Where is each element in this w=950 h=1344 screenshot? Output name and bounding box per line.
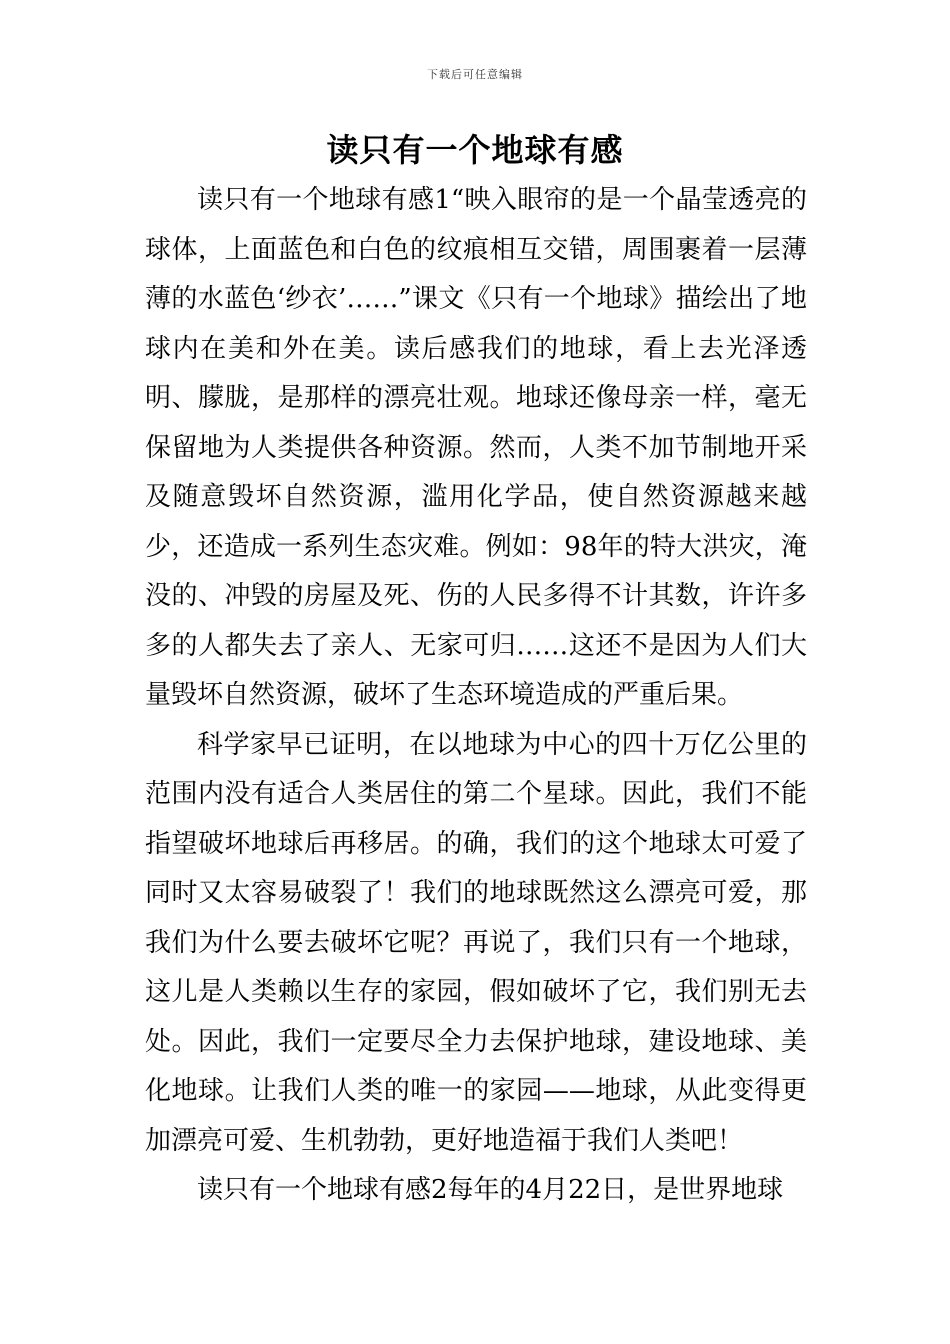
document-body [145, 176, 807, 1216]
header-note: 下载后可任意编辑 [427, 68, 523, 81]
paragraph: 科学家早已证明，在以地球为中心的四十万亿公里的范围内没有适合人类居住的第二个星球。因此，我们不能指望破坏地球后再移居。的确，我们的这个地球太可爱了同时又太容易破裂了！我们的地球既然这么漂亮可爱，那我们为什么要去破坏它呢？再说了，我们只有一个地球，这儿是人类赖以生存的家园，假如破坏了它，我们别无去处。因此，我们一定要尽全力去保护地球，建设地球、美化地球。让我们人类的唯一的家园——地球，从此变得更加漂亮可爱、生机勃勃，更好地造福于我们人类吧！ [145, 729, 807, 1156]
paragraph: 读只有一个地球有感2每年的4月22日，是世界地球 [197, 1175, 784, 1205]
document-title: 读只有一个地球有感 [326, 131, 624, 169]
paragraph: 读只有一个地球有感1“映入眼帘的是一个晶莹透亮的球体，上面蓝色和白色的纹痕相互交错，周围裹着一层薄薄的水蓝色‘纱衣’……”课文《只有一个地球》描绘出了地球内在美和外在美。读后感我们的地球，看上去光泽透明、朦胧，是那样的漂亮壮观。地球还像母亲一样，毫无保留地为人类提供各种资源。然而，人类不加节制地开采及随意毁坏自然资源，滥用化学品，使自然资源越来越少，还造成一系列生态灾难。例如：98年的特大洪灾，淹没的、冲毁的房屋及死、伤的人民多得不计其数，许许多多的人都失去了亲人、无家可归……这还不是因为人们大量毁坏自然资源，破坏了生态环境造成的严重后果。 [145, 185, 807, 710]
